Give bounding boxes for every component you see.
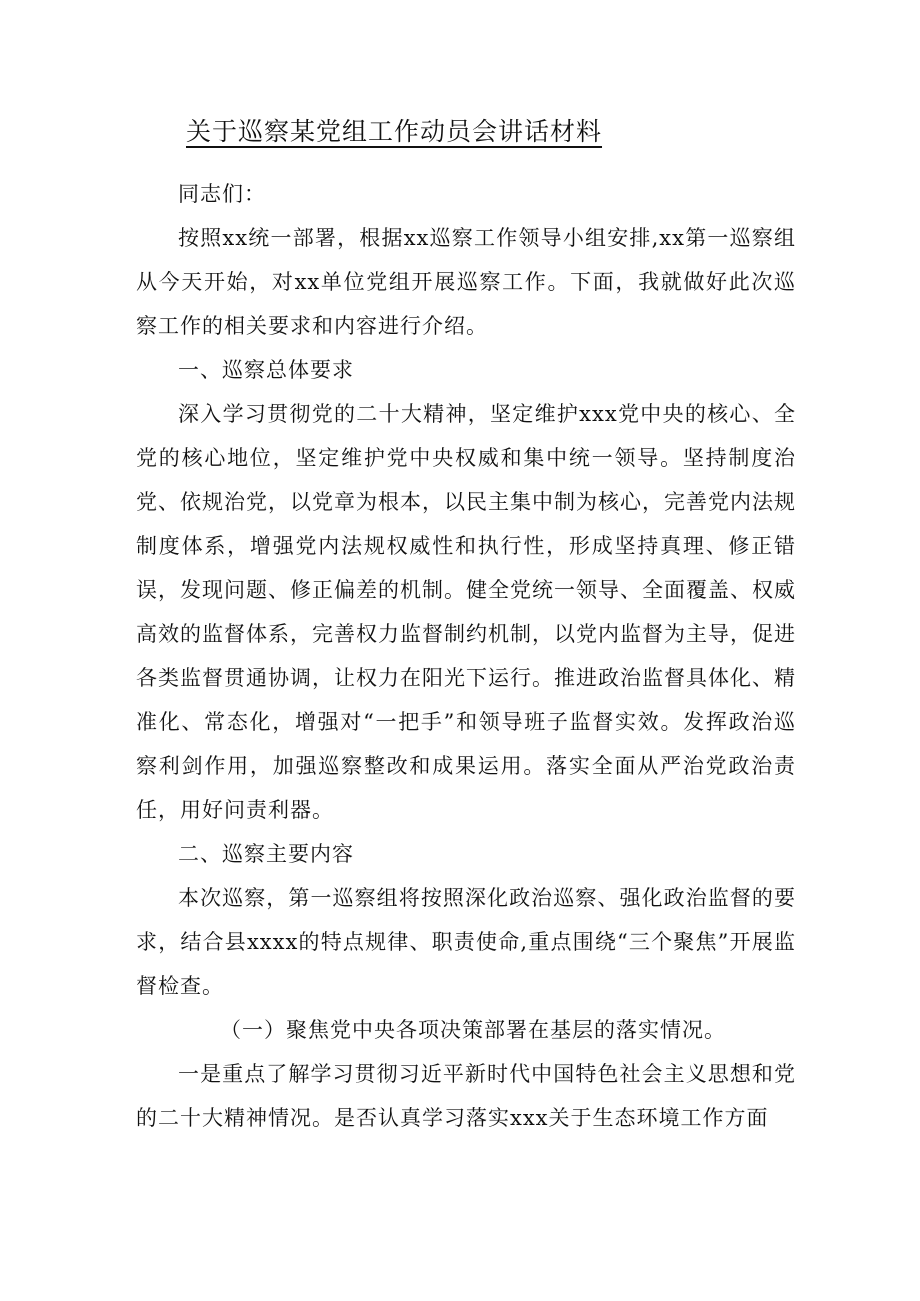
intro-paragraph: 按照xx统一部署，根据xx巡察工作领导小组安排,xx第一巡察组从今天开始，对xx单位党组开展巡察工作。下面，我就做好此次巡察工作的相关要求和内容进行介绍。 xyxy=(136,226,796,338)
subsection-1-paragraph: 一是重点了解学习贯彻习近平新时代中国特色社会主义思想和党的二十大精神情况。是否认真学习落实xxx关于生态环境工作方面 xyxy=(136,1062,796,1130)
subsection-heading-1: （一）聚焦党中央各项决策部署在基层的落实情况。 xyxy=(220,1018,726,1042)
document-title: 关于巡察某党组工作动员会讲话材料 xyxy=(186,117,603,146)
salutation: 同志们： xyxy=(178,182,266,206)
document-body xyxy=(136,172,796,1140)
section-1-paragraph: 深入学习贯彻党的二十大精神，坚定维护xxx党中央的核心、全党的核心地位，坚定维护党中央权威和集中统一领导。坚持制度治党、依规治党，以党章为根本，以民主集中制为核心，完善党内法规制度体系，增强党内法规权威性和执行性，形成坚持真理、修正错误，发现问题、修正偏差的机制。健全党统一领导、全面覆盖、权威高效的监督体系，完善权力监督制约机制，以党内监督为主导，促进各类监督贯通协调，让权力在阳光下运行。推进政治监督具体化、精准化、常态化，增强对“一把手”和领导班子监督实效。发挥政治巡察利剑作用，加强巡察整改和成果运用。落实全面从严治党政治责任，用好问责利器。 xyxy=(136,402,796,822)
section-2-paragraph: 本次巡察，第一巡察组将按照深化政治巡察、强化政治监督的要求，结合县xxxx的特点规律、职责使命,重点围绕“三个聚焦”开展监督检查。 xyxy=(136,886,796,998)
section-heading-1: 一、巡察总体要求 xyxy=(178,358,354,382)
section-heading-2: 二、巡察主要内容 xyxy=(178,842,354,866)
